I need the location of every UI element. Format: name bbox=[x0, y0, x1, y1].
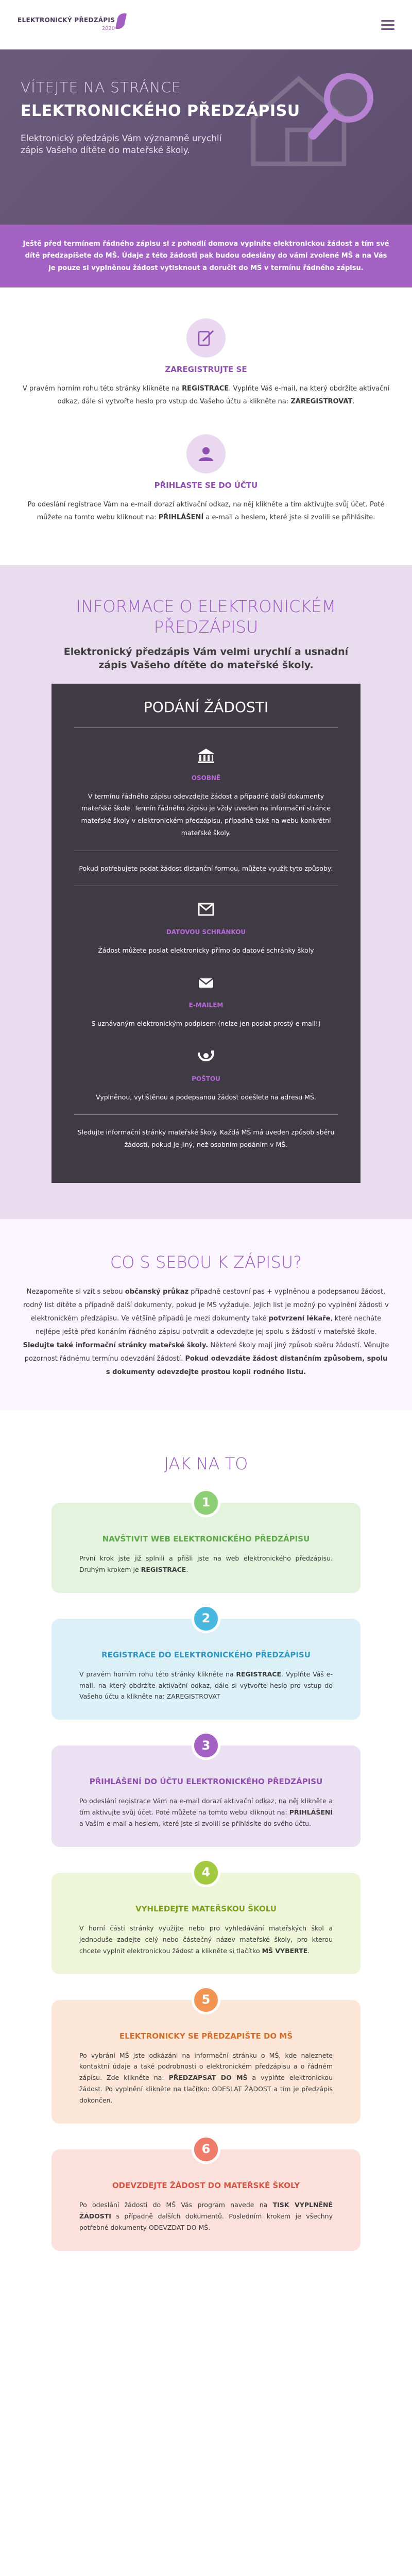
logo-wordmark bbox=[18, 16, 115, 32]
text-part: . bbox=[186, 1565, 188, 1573]
text-bold: REGISTRACE bbox=[141, 1565, 186, 1573]
step-number: 1 bbox=[192, 1488, 220, 1517]
info-section bbox=[0, 565, 412, 1218]
how-to-title: JAK NA TO bbox=[164, 1454, 248, 1474]
action-text-part: Po odeslání registrace Vám na e-mail dorazí aktivační odkaz, na něj klikněte a tím aktivujte svůj účet. Poté můžete na tomto webu kliknout na: bbox=[27, 501, 385, 521]
step-title: NAVŠTIVIT WEB ELEKTRONICKÉHO PŘEDZÁPISU bbox=[102, 1534, 310, 1544]
step-title: PŘIHLÁŠENÍ DO ÚČTU ELEKTRONICKÉHO PŘEDZÁPISU bbox=[89, 1777, 323, 1787]
text-part: případně cestovní pas + vyplněnou a podepsanou žádost, rodný list dítěte a případně další dokumenty, pokud je MŠ vyžaduje. Jejich list je možný po vyplnění žádosti v elektronickém předzápisu. Ve většině případů je mezi dokumenty také bbox=[23, 1288, 389, 1323]
method-text: S uznávaným elektronickým podpisem (nelze jen poslat prostý e-mail!) bbox=[91, 1020, 321, 1028]
what-to-bring-text bbox=[23, 1285, 389, 1379]
step-text bbox=[79, 1669, 333, 1703]
text-bold: potvrzení lékaře bbox=[268, 1315, 331, 1323]
text-part: Nezapomeňte si vzít s sebou bbox=[26, 1288, 125, 1296]
text-bold: občanský průkaz bbox=[125, 1288, 189, 1296]
info-subtitle: Elektronický předzápis Vám velmi urychlí a usnadní zápis Vašeho dítěte do mateřské školy. bbox=[63, 646, 349, 671]
step-number: 5 bbox=[192, 1986, 220, 2014]
what-to-bring-section bbox=[0, 1219, 412, 1411]
action-register bbox=[21, 318, 391, 409]
registrace-link[interactable]: REGISTRACE bbox=[182, 385, 229, 393]
method-label: OSOBNĚ bbox=[191, 774, 221, 782]
step-text bbox=[79, 1553, 333, 1575]
action-title: ZAREGISTRUJTE SE bbox=[165, 365, 247, 375]
action-text-part: . Vyplňte Váš e-mail, na který obdržíte aktivační odkaz, dále si vytvořte heslo pro vstup do Vašeho účtu a klikněte na: bbox=[57, 385, 390, 406]
step-text bbox=[79, 2199, 333, 2233]
step-number: 6 bbox=[192, 2135, 220, 2164]
method-text: Žádost můžete poslat elektronicky přímo do datové schránky školy bbox=[98, 946, 314, 954]
info-alert: Ještě před termínem řádného zápisu si z pohodlí domova vyplníte elektronickou žádost a tím své dítě předzapíšete do MŠ. Údaje z této žádosti pak budou odeslány do vámi zvolené MŠ a na Vás je pouze si vyplněnou žádost vytisknout a doručit do MŠ v termínu řádného zápisu. bbox=[0, 225, 412, 287]
submission-title: PODÁNÍ ŽÁDOSTI bbox=[74, 696, 338, 728]
submission-distance-note bbox=[74, 862, 338, 887]
text-part: Po vybrání MŠ jste odkázáni na informační stránku o MŠ, kde naleznete kontaktní údaje a také podrobnosti o elektronickém předzápisu a o řádném zápisu. Zde klikněte na: bbox=[79, 2051, 333, 2082]
hero-text: Elektronický předzápis Vám významně urychlí zápis Vašeho dítěte do mateřské školy. bbox=[21, 133, 222, 156]
text-bold: PŘIHLÁŠENÍ bbox=[289, 1808, 333, 1817]
text-part: a Vaším e-mail a heslem, které jste si zvolili se přihlásíte do svého účtu. bbox=[79, 1820, 311, 1828]
text-part: První krok jste již splnili a přišli jste na web elektronického předzápisu. Druhým krokem je bbox=[79, 1554, 333, 1573]
step-title: VYHLEDEJTE MATEŘSKOU ŠKOLU bbox=[135, 1904, 277, 1913]
method-label: POŠTOU bbox=[192, 1075, 220, 1082]
text-part: Po odeslání žádosti do MŠ Vás program navede na bbox=[79, 2200, 273, 2209]
step-card bbox=[52, 1738, 360, 1847]
method-text: V termínu řádného zápisu odevzdejte žádost a případně další dokumenty mateřské škole. Termín řádného zápisu je vždy uveden na informační stránce mateřské školy v elektronickém předzápisu, případně také na webu konkrétní mateřské školy. bbox=[81, 792, 331, 837]
top-bar bbox=[0, 0, 412, 49]
submission-databox bbox=[74, 897, 338, 968]
hamburger-line bbox=[381, 28, 394, 30]
step-card bbox=[52, 1495, 360, 1593]
logo-year: 2020 bbox=[101, 26, 115, 32]
method-text: Pokud potřebujete podat žádost distanční formou, můžete využít tyto způsoby: bbox=[79, 864, 333, 872]
submission-note bbox=[74, 1126, 338, 1162]
text-bold: MŠ VYBERTE bbox=[262, 1946, 308, 1955]
step-card bbox=[52, 1992, 360, 2124]
info-title: INFORMACE O ELEKTRONICKÉM PŘEDZÁPISU bbox=[76, 597, 336, 637]
zaregistrovat-label: ZAREGISTROVAT bbox=[290, 398, 353, 406]
action-login bbox=[21, 434, 391, 524]
magnifier-icon bbox=[304, 67, 381, 144]
text-part: s případně dalších dokumentů. Posledním krokem je všechny potřebné dokumenty ODEVZDAT DO MŠ. bbox=[79, 2212, 333, 2231]
register-icon[interactable] bbox=[186, 318, 226, 358]
user-login-icon bbox=[196, 444, 216, 464]
hero-banner bbox=[0, 49, 412, 225]
action-text bbox=[21, 499, 391, 524]
text-bold: TISK VYPLNĚNÉ ŽÁDOSTI bbox=[79, 2200, 333, 2220]
how-to-section bbox=[0, 1410, 412, 2292]
step-title: REGISTRACE DO ELEKTRONICKÉHO PŘEDZÁPISU bbox=[101, 1650, 311, 1659]
submission-box bbox=[52, 684, 360, 1183]
action-text-part: . bbox=[352, 398, 355, 406]
step-text bbox=[79, 1795, 333, 1829]
logo-text: ELEKTRONICKÝ PŘEDZÁPIS bbox=[18, 16, 115, 24]
text-bold: Sledujte také informační stránky mateřské školy. bbox=[23, 1342, 209, 1350]
text-part: V horní části stránky využijte nebo pro vyhledávání mateřských škol a jednoduše zadejte celý nebo částečný název mateřské školy, pro kterou chcete vyplnit elektronickou žádost a klikněte si tlačítko bbox=[79, 1924, 333, 1955]
action-text bbox=[21, 383, 391, 408]
step-number: 2 bbox=[192, 1604, 220, 1633]
step-card bbox=[52, 1865, 360, 1974]
step-text bbox=[79, 1923, 333, 1957]
hero-kicker: VÍTEJTE NA STRÁNCE bbox=[21, 79, 181, 96]
text-part: , které necháte nejlépe ještě před konáním řádného zápisu potvrdit a odevzdejte jej spolu s žádostí v mateřské škole. bbox=[35, 1315, 382, 1336]
submission-post bbox=[74, 1044, 338, 1115]
method-text: Vyplněnou, vytištěnou a podepsanou žádost odešlete na adresu MŠ. bbox=[96, 1093, 316, 1101]
action-text-part: V pravém horním rohu této stránky klikněte na bbox=[22, 385, 182, 393]
text-bold: Pokud odevzdáte žádost distančním způsobem, spolu s dokumenty odevzdejte prostou kopii rodného listu. bbox=[106, 1355, 388, 1377]
text-part: V pravém horním rohu této stránky klikněte na bbox=[79, 1670, 236, 1678]
step-number: 3 bbox=[192, 1731, 220, 1760]
method-text: Sledujte informační stránky mateřské školy. Každá MŠ má uveden způsob sběru žádostí, pokud je jiný, než osobním podáním v MŠ. bbox=[77, 1128, 335, 1149]
step-card bbox=[52, 1611, 360, 1720]
post-horn-icon bbox=[196, 1047, 216, 1065]
text-bold: REGISTRACE bbox=[236, 1670, 281, 1678]
prihlaseni-link[interactable]: PŘIHLÁŠENÍ bbox=[158, 513, 204, 521]
logo[interactable] bbox=[18, 16, 125, 32]
text-part: . bbox=[307, 1946, 310, 1955]
step-text bbox=[79, 2050, 333, 2106]
hamburger-line bbox=[381, 24, 394, 26]
text-part: Po odeslání registrace Vám na e-mail dorazí aktivační odkaz, na něj klikněte a tím aktivujte svůj účet. Poté můžete na tomto webu kliknout na: bbox=[79, 1797, 333, 1817]
text-part: a vyplňte elektronickou žádost. Po vyplnění klikněte na tlačítko: ODESLAT ŽÁDOST a tím je předzápis dokončen. bbox=[79, 2074, 333, 2105]
databox-icon bbox=[196, 901, 216, 918]
action-title: PŘIHLASTE SE DO ÚČTU bbox=[154, 480, 258, 490]
action-text-part: a e-mail a heslem, které jste si zvolili se přihlásíte. bbox=[203, 513, 375, 521]
login-icon[interactable] bbox=[186, 434, 226, 473]
text-part: Některé školy mají jiný způsob sběru žádostí. Věnujte pozornost řádnému termínu odevzdání žádostí. bbox=[24, 1342, 389, 1363]
hamburger-line bbox=[381, 20, 394, 22]
method-label: E-MAILEM bbox=[188, 1002, 224, 1009]
pencil-icon bbox=[196, 328, 216, 348]
text-bold: PŘEDZAPSAT DO MŠ bbox=[168, 2074, 248, 2082]
quick-actions bbox=[0, 287, 412, 565]
building-icon bbox=[196, 747, 216, 764]
what-to-bring-title: CO S SEBOU K ZÁPISU? bbox=[110, 1252, 302, 1272]
hamburger-icon[interactable] bbox=[381, 20, 394, 30]
step-card bbox=[52, 2142, 360, 2251]
step-title: ODEVZDEJTE ŽÁDOST DO MATEŘSKÉ ŠKOLY bbox=[112, 2180, 300, 2190]
submission-in-person bbox=[74, 743, 338, 851]
submission-email bbox=[74, 971, 338, 1041]
method-label: DATOVOU SCHRÁNKOU bbox=[166, 928, 246, 936]
step-title: ELEKTRONICKY SE PŘEDZAPIŠTE DO MŠ bbox=[119, 2031, 293, 2041]
logo-mark-icon bbox=[115, 13, 127, 29]
step-number: 4 bbox=[192, 1858, 220, 1887]
email-icon bbox=[196, 974, 216, 992]
hero-title: ELEKTRONICKÉHO PŘEDZÁPISU bbox=[21, 102, 300, 121]
text-part: . Vyplňte Váš e-mail, na který obdržíte aktivační odkaz, dále si vytvořte heslo pro vstup do Vašeho účtu a klikněte na: ZAREGISTROVAT bbox=[79, 1670, 333, 1701]
